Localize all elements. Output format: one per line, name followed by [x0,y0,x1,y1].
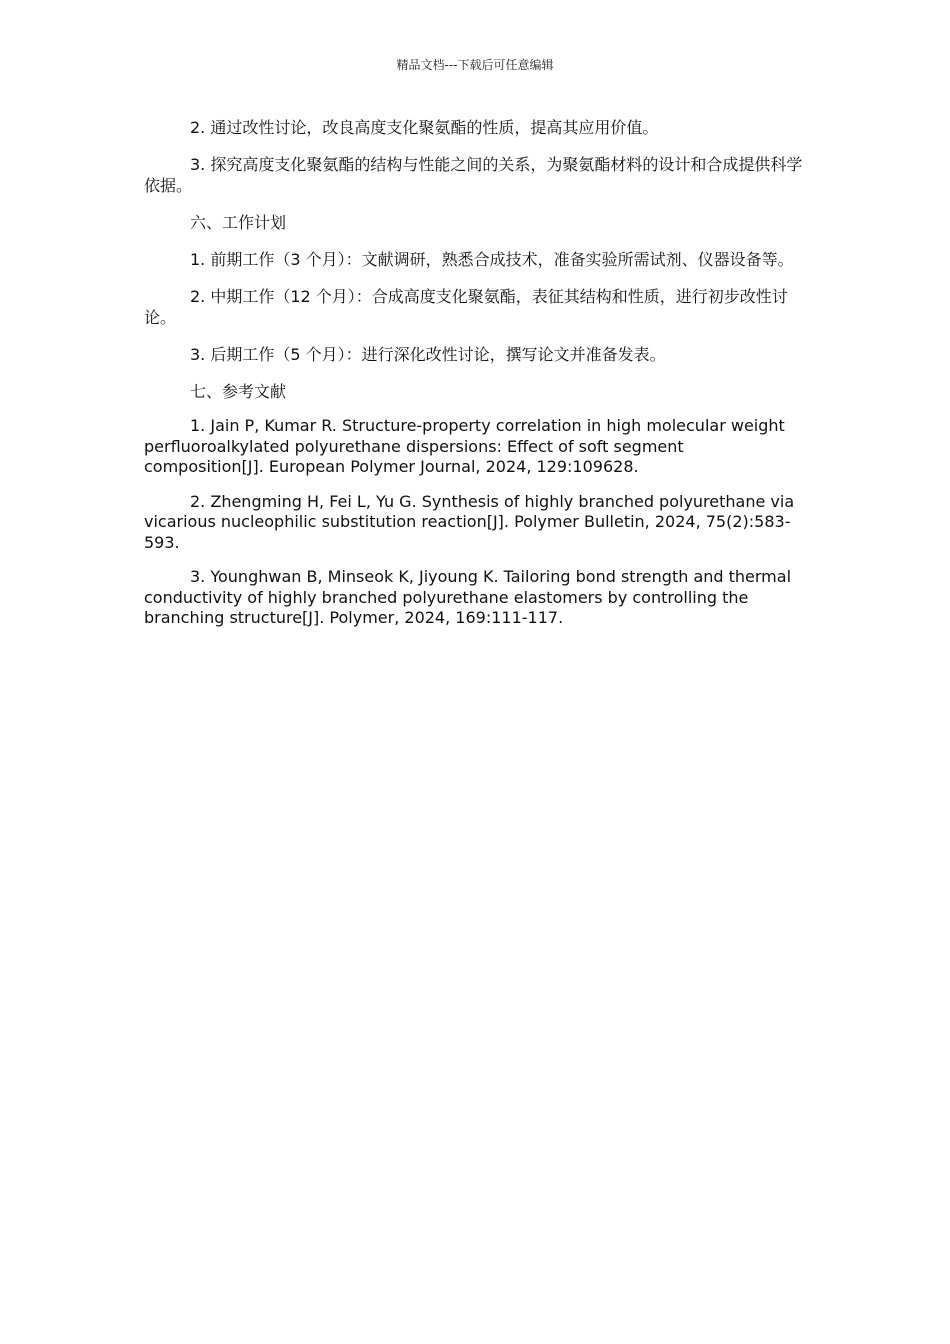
research-goal-2: 2. 通过改性讨论，改良高度支化聚氨酯的性质，提高其应用价值。 [190,118,659,137]
work-plan-item-2: 2. 中期工作（12 个月）：合成高度支化聚氨酯，表征其结构和性质，进行初步改性讨论。 [144,287,788,327]
reference-item-1: 1. Jain P, Kumar R. Structure-property correlation in high molecular weight perfluoroalkylated polyurethane dispersions: Effect of soft segment composition[J]. European Polymer Journal, 2024, 129:109628. [144,416,785,476]
document-body [144,117,808,629]
section-heading-work-plan: 六、工作计划 [190,213,287,232]
reference-item-3: 3. Younghwan B, Minseok K, Jiyoung K. Tailoring bond strength and thermal conductivity of highly branched polyurethane elastomers by controlling the branching structure[J]. Polymer, 2024, 169:111-117. [144,567,792,627]
reference-item-2: 2. Zhengming H, Fei L, Yu G. Synthesis of highly branched polyurethane via vicarious nucleophilic substitution reaction[J]. Polymer Bulletin, 2024, 75(2):583-593. [144,491,795,552]
page-header: 精品文档---下载后可任意编辑 [396,58,554,72]
work-plan-item-3: 3. 后期工作（5 个月）：进行深化改性讨论，撰写论文并准备发表。 [190,345,666,364]
section-heading-references: 七、参考文献 [190,382,287,401]
research-goal-3: 3. 探究高度支化聚氨酯的结构与性能之间的关系，为聚氨酯材料的设计和合成提供科学依据。 [144,155,803,195]
work-plan-item-1: 1. 前期工作（3 个月）：文献调研，熟悉合成技术，准备实验所需试剂、仪器设备等。 [190,250,794,269]
